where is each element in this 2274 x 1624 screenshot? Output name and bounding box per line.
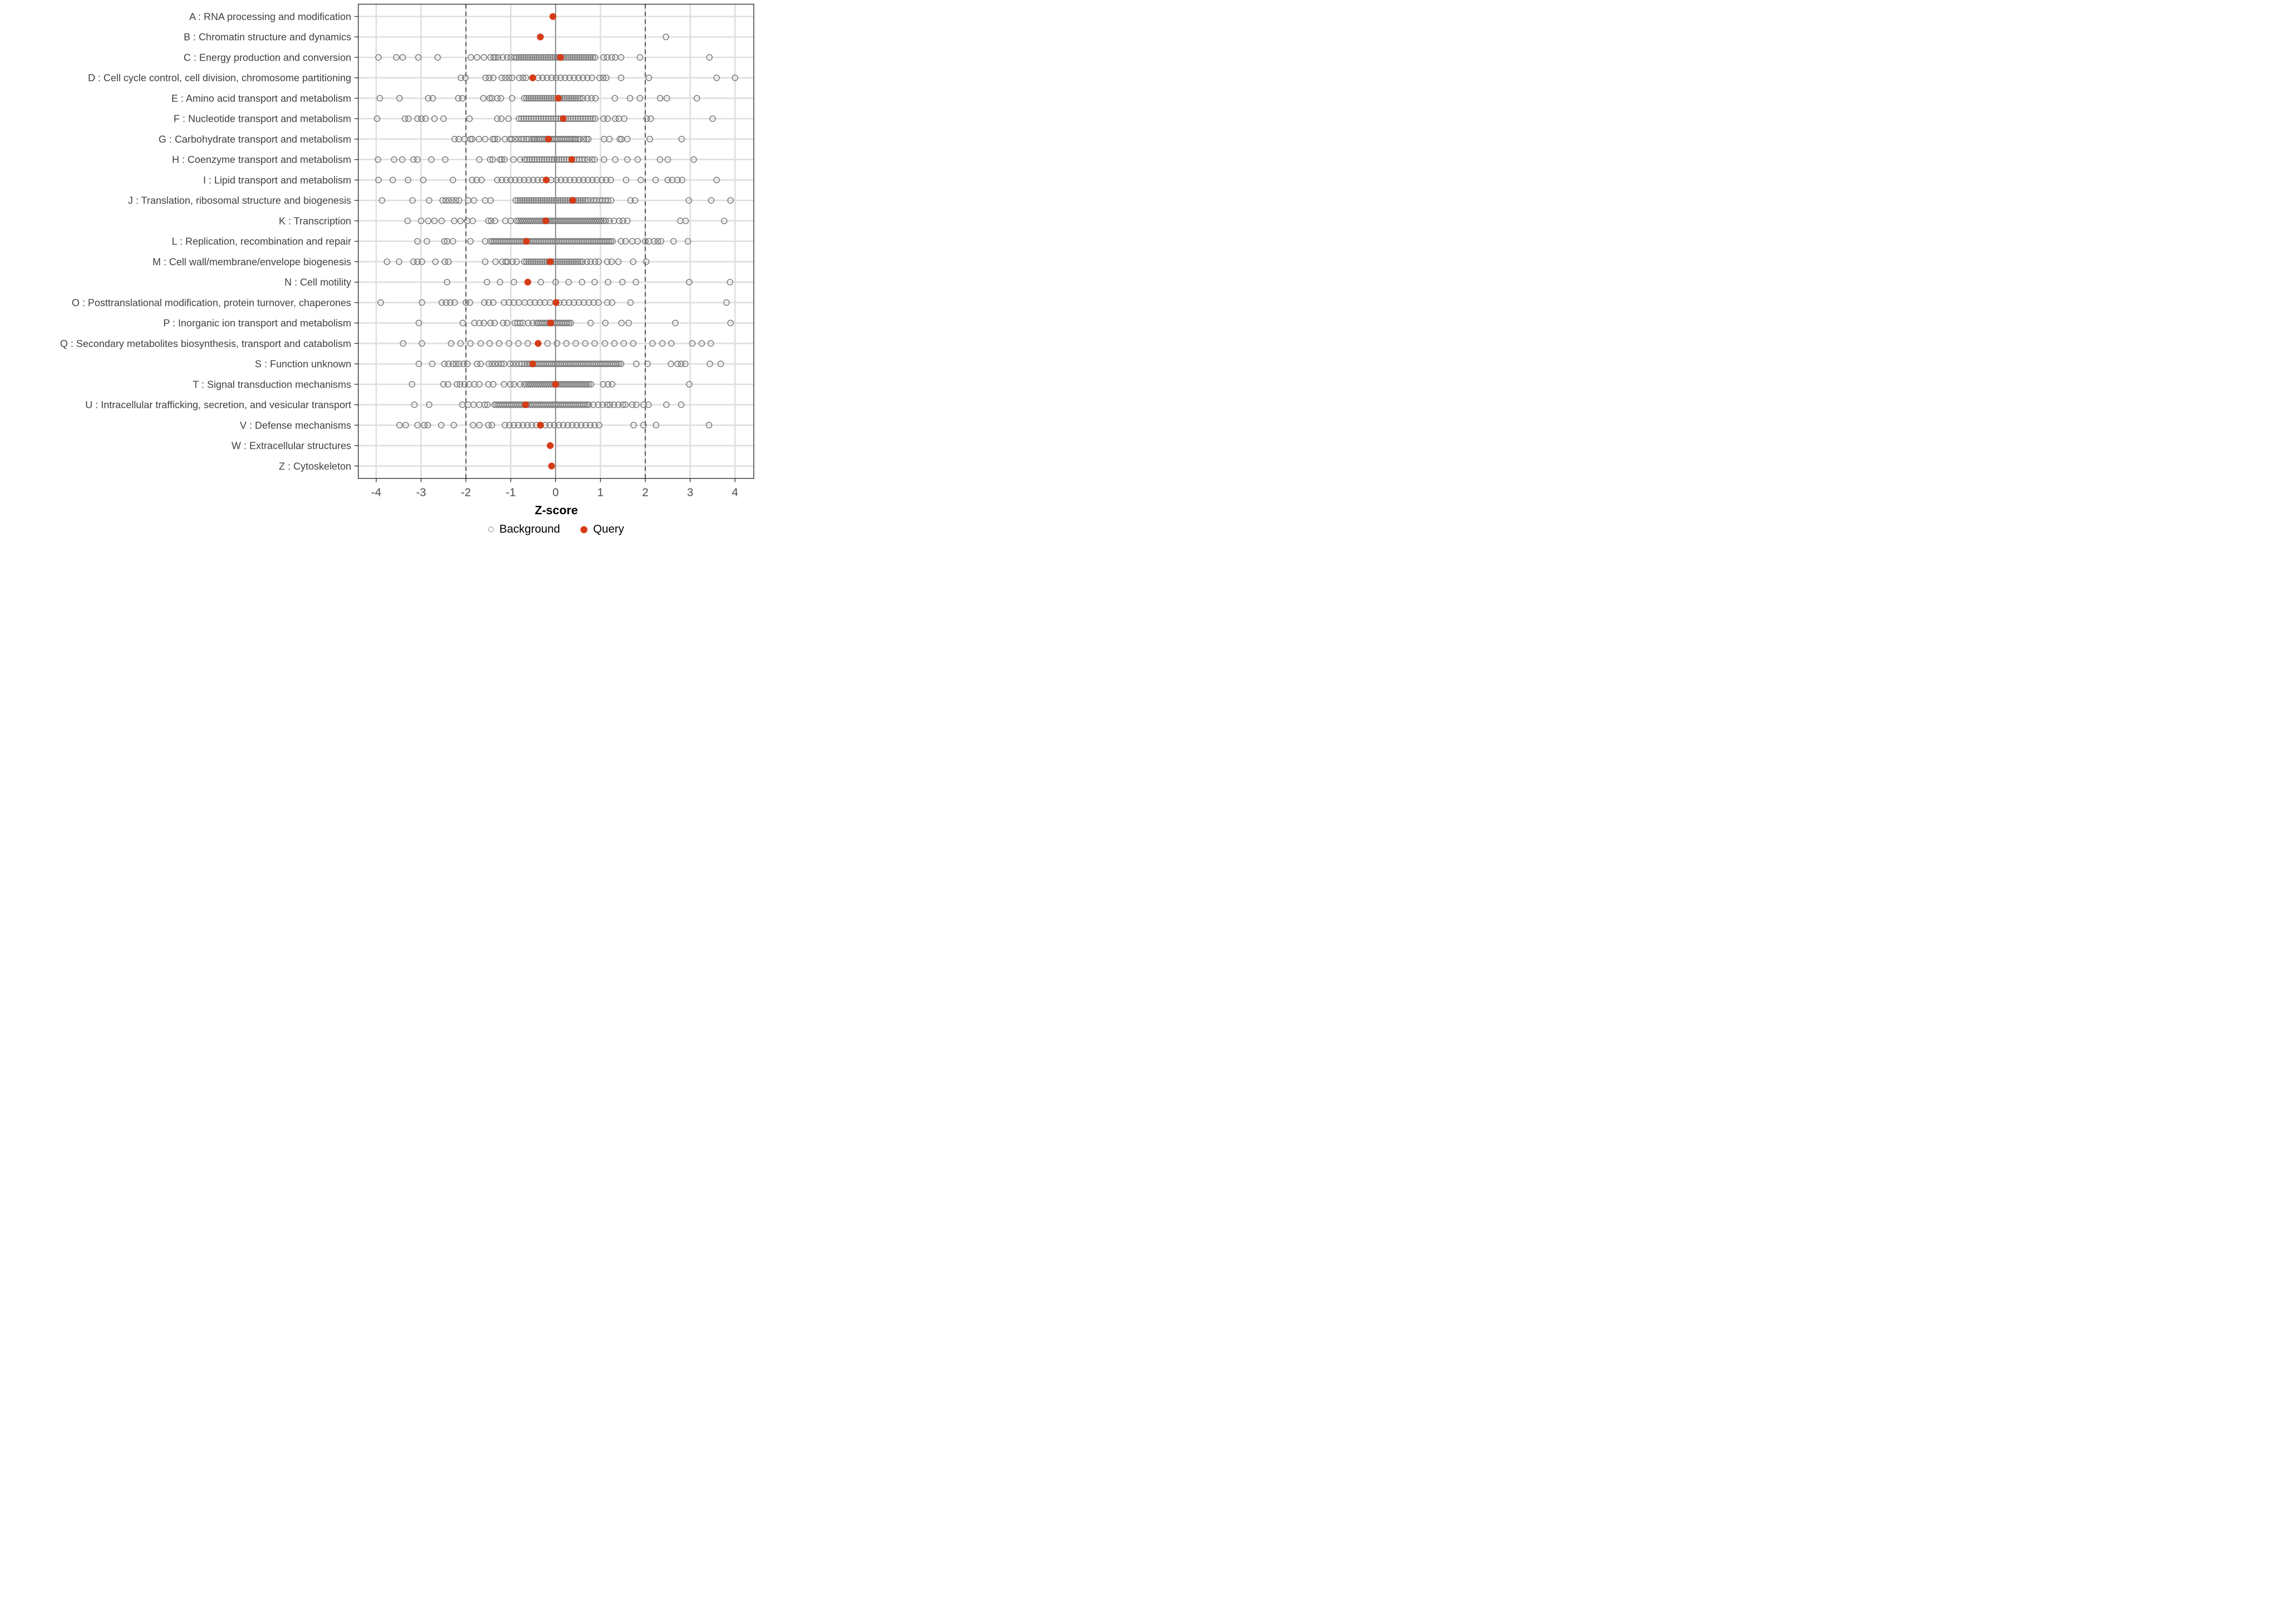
x-axis-title: Z-score [534,503,578,517]
query-point [543,176,550,184]
query-point [568,156,576,163]
category-label: M : Cell wall/membrane/envelope biogenesis [152,256,351,267]
query-point [537,422,544,429]
category-label: G : Carbohydrate transport and metabolism [158,133,351,145]
query-point [569,197,576,204]
legend-label-query: Query [593,523,624,535]
category-label: Z : Cytoskeleton [279,460,351,472]
query-point [550,13,557,20]
query-point [560,115,567,122]
query-point [530,74,537,81]
query-point [557,54,564,61]
category-label: V : Defense mechanisms [240,419,351,431]
query-point [552,381,559,388]
cog-zscore-strip-chart [0,0,758,541]
category-label: T : Signal transduction mechanisms [192,378,351,390]
legend-label-background: Background [499,523,560,535]
filled-circle-icon [580,526,587,533]
open-circle-icon [488,527,494,532]
x-tick-label: -1 [505,486,516,499]
query-point [523,238,530,245]
x-tick-label: -2 [461,486,471,499]
query-point [543,218,550,225]
x-tick-label: -3 [416,486,427,499]
category-label: Q : Secondary metabolites biosynthesis, transport and catabolism [60,337,351,349]
query-point [547,258,554,265]
query-point [555,95,562,102]
x-tick-label: 1 [597,486,604,499]
category-label: N : Cell motility [284,276,351,288]
plot-svg [0,0,758,541]
legend [358,523,754,536]
category-label: S : Function unknown [254,358,351,370]
query-point [548,463,555,470]
category-label: A : RNA processing and modification [189,11,351,22]
x-tick-label: 2 [642,486,649,499]
category-label: J : Translation, ribosomal structure and biogenesis [128,194,351,206]
query-point [545,136,552,143]
x-tick-label: 0 [552,486,559,499]
query-point [547,442,554,449]
category-label: C : Energy production and conversion [184,51,351,63]
query-point [530,361,537,368]
x-tick-label: 3 [687,486,694,499]
query-point [553,299,560,306]
category-label: E : Amino acid transport and metabolism [171,92,351,104]
category-label: L : Replication, recombination and repair [172,235,351,247]
query-point [535,340,542,347]
category-label: B : Chromatin structure and dynamics [184,31,351,43]
category-label: U : Intracellular trafficking, secretion, and vesicular transport [85,399,351,411]
x-tick-label: -4 [371,486,382,499]
query-point [522,401,529,408]
category-label: D : Cell cycle control, cell division, chromosome partitioning [88,72,351,84]
x-tick-label: 4 [731,486,739,499]
category-label: H : Coenzyme transport and metabolism [172,154,351,166]
category-label: W : Extracellular structures [231,440,351,451]
category-label: I : Lipid transport and metabolism [203,174,351,186]
category-label: P : Inorganic ion transport and metabolism [163,317,351,329]
category-label: K : Transcription [279,215,351,227]
query-point [537,34,544,41]
query-point [547,319,554,326]
query-point [525,279,532,286]
category-label: O : Posttranslational modification, protein turnover, chaperones [71,297,351,309]
category-label: F : Nucleotide transport and metabolism [173,113,351,125]
